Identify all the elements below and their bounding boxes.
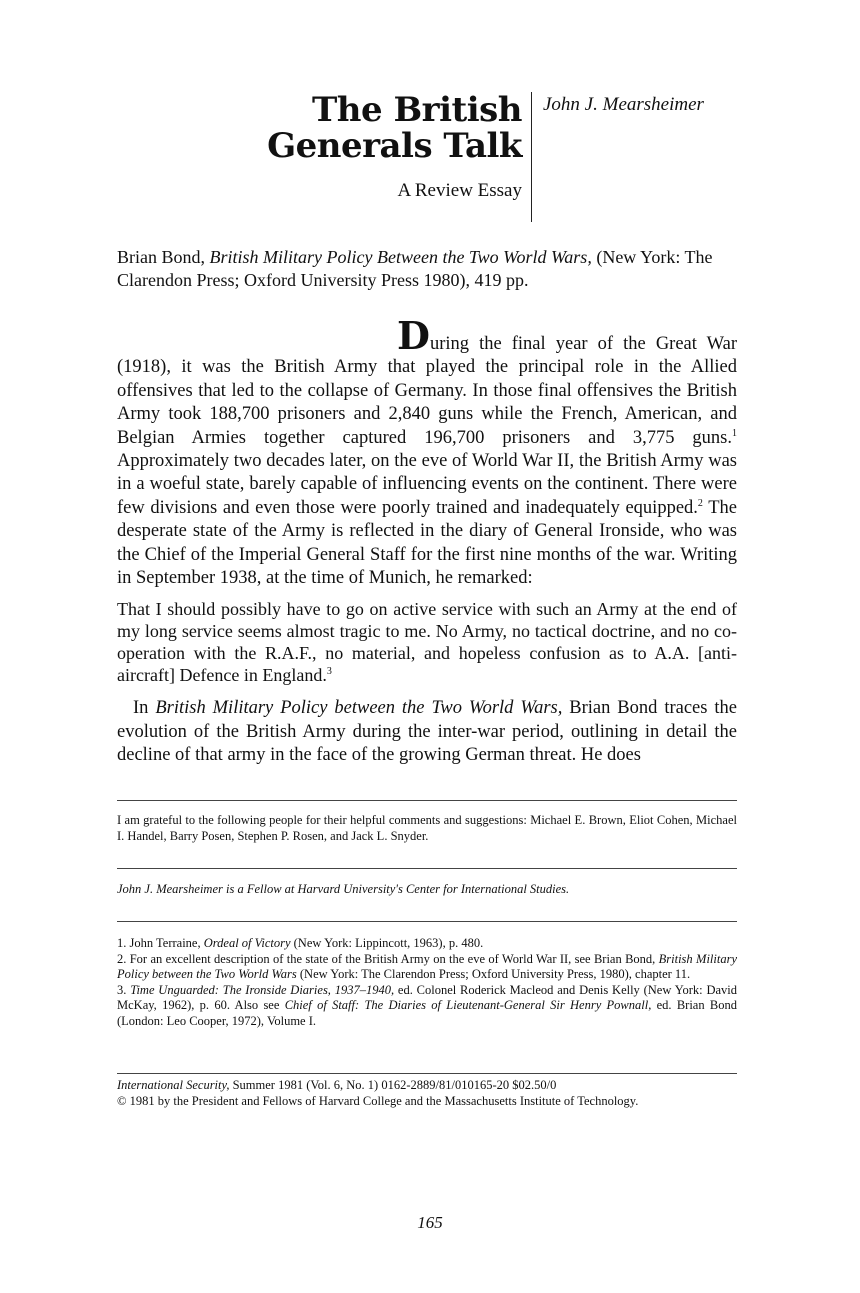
acknowledgment-note bbox=[117, 813, 737, 844]
footnote-book-title: British Military Policy between the Two World Wars bbox=[117, 951, 737, 981]
footnote-text: ed. Colonel Roderick Macleod and Denis Kelly (New York: David McKay, 1962), p. 60. Also see bbox=[117, 982, 737, 1012]
article-subtitle: A Review Essay bbox=[397, 180, 522, 201]
article-title-line-2: Generals Talk bbox=[267, 126, 522, 166]
footnote-2 bbox=[117, 952, 737, 983]
article-title-block bbox=[230, 92, 522, 202]
article-title-line-1: The British bbox=[311, 90, 522, 130]
body-text-run: Approximately two decades later, on the eve of World War II, the British Army was in a woeful state, barely capable of influencing events on the continent. There were few divisions and even those were poorly trained and inadequately equipped. bbox=[117, 451, 737, 518]
title-divider bbox=[531, 92, 532, 222]
article-body bbox=[117, 313, 737, 768]
journal-issue-info: Summer 1981 (Vol. 6, No. 1) 0162-2889/81/010165-20 $02.50/0 bbox=[229, 1078, 557, 1092]
quote-text: That I should possibly have to go on active service with such an Army at the end of my long service seems almost tragic to me. No Army, no tactical doctrine, and no co-operation with the R.A.F., no material, and hopeless confusion as to A.A. [anti-aircraft] Defence in England. bbox=[117, 599, 737, 686]
footnote-text: 1. John Terraine, bbox=[117, 936, 204, 950]
author-affiliation bbox=[117, 882, 737, 898]
page-number: 165 bbox=[417, 1213, 443, 1232]
journal-info bbox=[117, 1078, 737, 1109]
footnote-3 bbox=[117, 983, 737, 1030]
article-author: John J. Mearsheimer bbox=[543, 94, 704, 115]
cited-book-title: British Military Policy between the Two World Wars, bbox=[155, 698, 563, 719]
block-quote bbox=[117, 598, 737, 686]
affiliation-text: John J. Mearsheimer is a Fellow at Harvard University's Center for International Studies. bbox=[117, 882, 570, 896]
footnote-ref-3: 3 bbox=[326, 666, 332, 678]
footnote-separator bbox=[117, 800, 737, 801]
footnote-ref-1: 1 bbox=[732, 427, 737, 439]
body-text-run: In bbox=[133, 698, 156, 719]
body-text-run: Brian Bond traces the evolution of the British Army during the inter-war period, outlining in detail the decline of that army in the face of the growing German threat. He does bbox=[117, 698, 737, 766]
body-paragraph-2 bbox=[117, 697, 737, 767]
body-paragraph-1 bbox=[117, 313, 737, 590]
footnote-ref-2: 2 bbox=[697, 497, 703, 509]
footnote-text: (New York: Lippincott, 1963), p. 480. bbox=[290, 936, 484, 950]
footnote-text: ed. Brian Bond (London: Leo Cooper, 1972), Volume I. bbox=[117, 998, 737, 1028]
copyright-notice: © 1981 by the President and Fellows of Harvard College and the Massachusetts Institute of Technology. bbox=[117, 1093, 639, 1108]
reviewed-book-reference bbox=[117, 246, 737, 292]
footnote-text: 3. bbox=[117, 982, 131, 997]
footnote-1 bbox=[117, 936, 737, 952]
footnote-text: 2. For an excellent description of the state of the British Army on the eve of World War II, see Brian Bond, bbox=[117, 951, 659, 966]
body-text-run: The desperate state of the Army is reflected in the diary of General Ironside, who was the Chief of the Imperial General Staff for the first nine months of the war. Writing in September 1938, at the time of Munich, he remarked: bbox=[117, 497, 737, 589]
reviewed-book-author: Brian Bond, bbox=[117, 247, 205, 267]
note-separator bbox=[117, 868, 737, 869]
drop-cap: D bbox=[397, 313, 430, 358]
footnote-text: (New York: The Clarendon Press; Oxford University Press, 1980), chapter 11. bbox=[296, 967, 691, 981]
acknowledgment-text: I am grateful to the following people for their helpful comments and suggestions: Michael E. Brown, Eliot Cohen, Michael I. Handel, Barry Posen, Stephen P. Rosen, and Jack L. Snyder. bbox=[117, 813, 737, 843]
body-text-run: uring the final year of the Great War (1918), it was the British Army that played the principal role in the Allied offensives that led to the collapse of Germany. In those final offensives the British Army took 188,700 prisoners and 2,840 guns while the French, American, and Belgian Armies together captured 196,700 prisoners and 3,775 guns. bbox=[117, 334, 737, 448]
footnotes bbox=[117, 936, 737, 1029]
footnote-book-title: Chief of Staff: The Diaries of Lieutenant-General Sir Henry Pownall, bbox=[284, 998, 652, 1012]
note-separator bbox=[117, 921, 737, 922]
journal-info-separator bbox=[117, 1073, 737, 1074]
journal-citation bbox=[117, 1078, 737, 1094]
reviewed-book-title: British Military Policy Between the Two World Wars, bbox=[209, 247, 592, 267]
reviewed-book-publication: (New York: The Clarendon Press; Oxford University Press 1980), 419 pp. bbox=[117, 247, 713, 290]
journal-name: International Security, bbox=[117, 1078, 230, 1092]
footnote-book-title: Time Unguarded: The Ironside Diaries, 1937–1940, bbox=[130, 982, 395, 997]
footnote-book-title: Ordeal of Victory bbox=[203, 936, 291, 950]
